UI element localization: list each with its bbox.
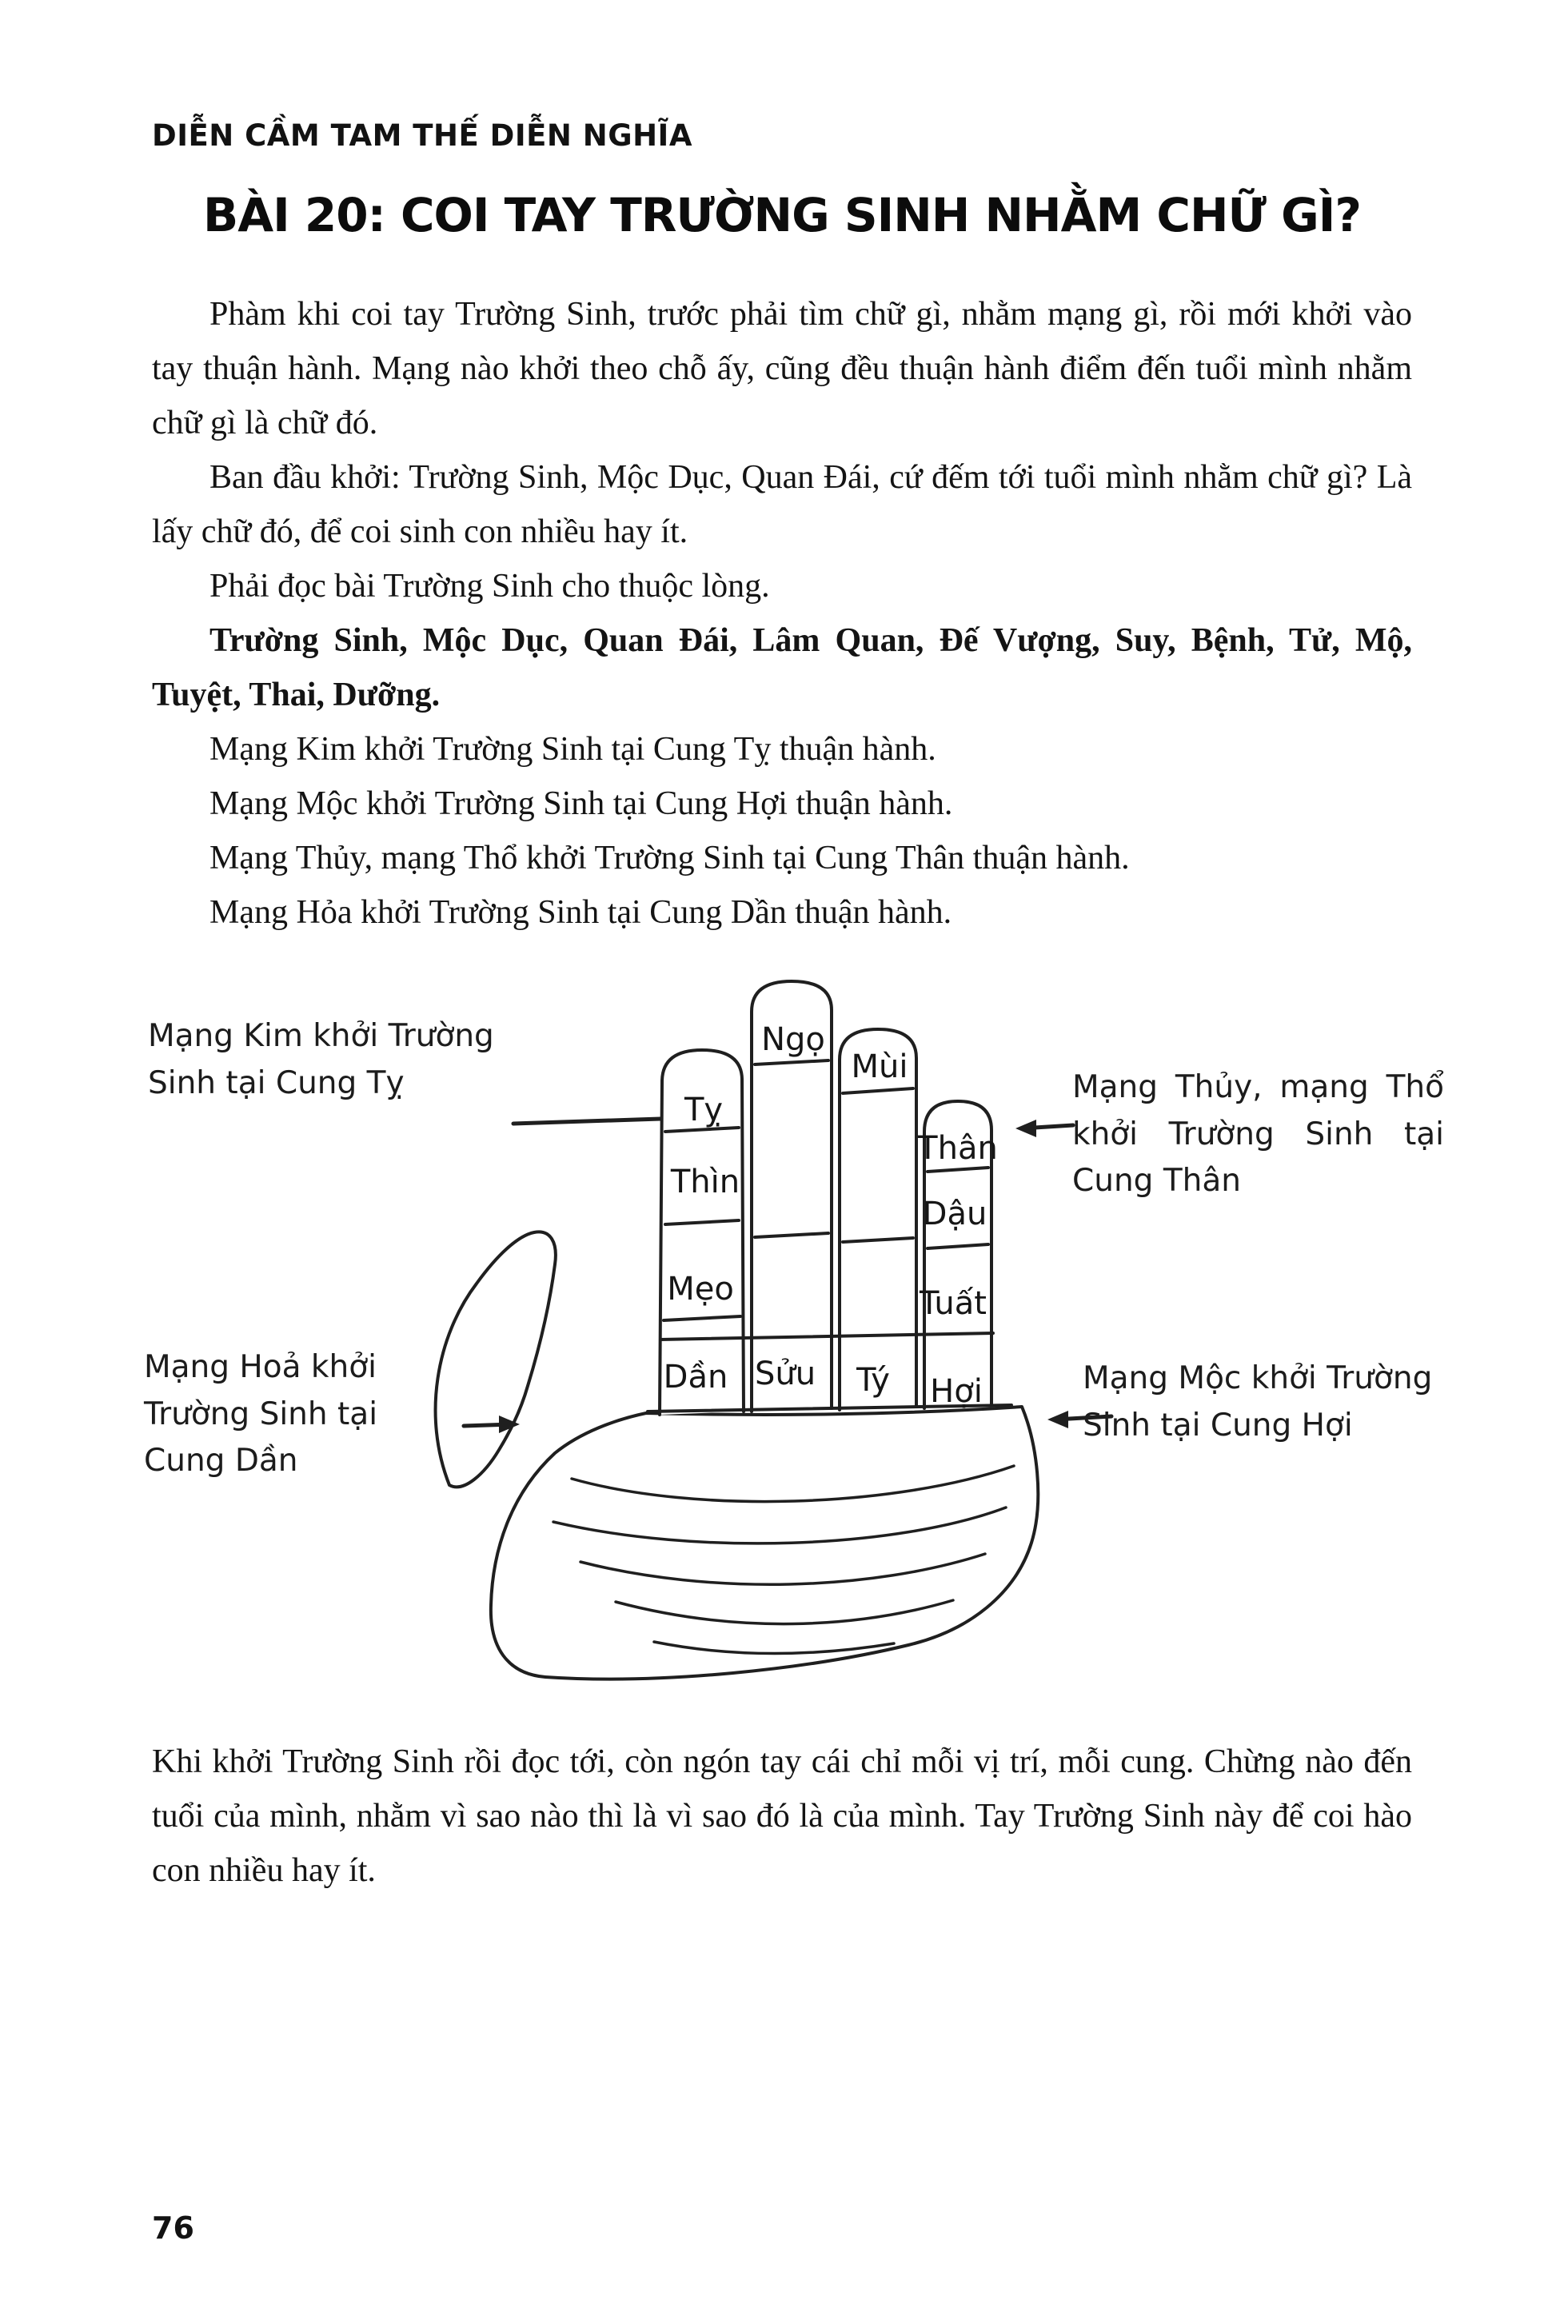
cell-mui: Mùi	[851, 1048, 908, 1086]
line-mang-kim: Mạng Kim khởi Trường Sinh tại Cung Tỵ thuận hành.	[209, 731, 936, 769]
line-mang-moc: Mạng Mộc khởi Trường Sinh tại Cung Hợi thuận hành.	[209, 785, 953, 823]
hand-diagram-section	[144, 967, 1444, 1735]
cell-thin: Thìn	[670, 1164, 740, 1201]
diagram-label-hoa: Mạng Hoả khởi Trường Sinh tại Cung Dần	[144, 1349, 378, 1479]
paragraph-ban-dau-khoi: Ban đầu khởi: Trường Sinh, Mộc Dục, Quan Đái, cứ đếm tới tuổi mình nhằm chữ gì? Là lấy chữ đó, để coi sinh con nhiều hay ít.	[152, 459, 1412, 551]
cell-dau: Dậu	[922, 1196, 987, 1233]
cell-ti: Tý	[856, 1362, 890, 1400]
hand-diagram	[136, 967, 1439, 1735]
line-mang-hoa: Mạng Hỏa khởi Trường Sinh tại Cung Dần thuận hành.	[209, 894, 952, 932]
cell-hoi: Hợi	[930, 1373, 983, 1411]
paragraph-closing: Khi khởi Trường Sinh rồi đọc tới, còn ngón tay cái chỉ mỗi vị trí, mỗi cung. Chừng nào đến tuổi của mình, nhằm vì sao nào thì là vì sao đó là của mình. Tay Trường Sinh này để coi hào con nhiều hay ít.	[152, 1743, 1412, 1890]
cell-than: Thân	[918, 1130, 998, 1168]
cell-ngo: Ngọ	[761, 1021, 825, 1059]
cell-meo: Mẹo	[667, 1271, 734, 1308]
arrowhead-hoi-icon	[1047, 1411, 1068, 1428]
line-mang-thuy-tho: Mạng Thủy, mạng Thổ khởi Trường Sinh tại Cung Thân thuận hành.	[209, 840, 1130, 877]
paragraph-truong-sinh-sequence: Trường Sinh, Mộc Dục, Quan Đái, Lâm Quan, Đế Vượng, Suy, Bệnh, Tử, Mộ, Tuyệt, Thai, Dưỡng.	[152, 622, 1412, 714]
cell-suu: Sửu	[754, 1356, 816, 1393]
diagram-label-moc: Mạng Mộc khởi Trường Sinh tại Cung Hợi	[1083, 1360, 1433, 1444]
paragraph-intro: Phàm khi coi tay Trường Sinh, trước phải tìm chữ gì, nhằm mạng gì, rồi mới khởi vào tay thuận hành. Mạng nào khởi theo chỗ ấy, cũng đều thuận hành điểm đến tuổi mình nhằm chữ gì là chữ đó.	[152, 296, 1412, 442]
thumb	[436, 1232, 556, 1487]
cell-ty: Tỵ	[684, 1092, 724, 1129]
diagram-label-kim: Mạng Kim khởi Trường Sinh tại Cung Tỵ	[148, 1018, 494, 1101]
page-number: 76	[152, 2210, 194, 2246]
paragraph-phai-doc: Phải đọc bài Trường Sinh cho thuộc lòng.	[209, 568, 770, 605]
cell-tuat: Tuất	[920, 1285, 987, 1323]
pointer-line-ty	[513, 1119, 660, 1124]
running-header: DIỄN CẦM TAM THẾ DIỄN NGHĨA	[152, 118, 692, 153]
ring-finger	[840, 1029, 916, 1410]
page-title: BÀI 20: COI TAY TRƯỜNG SINH NHẰM CHỮ GÌ?	[203, 188, 1361, 242]
diagram-label-thuy-tho: Mạng Thủy, mạng Thổ khởi Trường Sinh tại Cung Thân	[1072, 1069, 1444, 1200]
cell-dan: Dần	[663, 1359, 728, 1396]
arrowhead-than-icon	[1015, 1120, 1036, 1137]
